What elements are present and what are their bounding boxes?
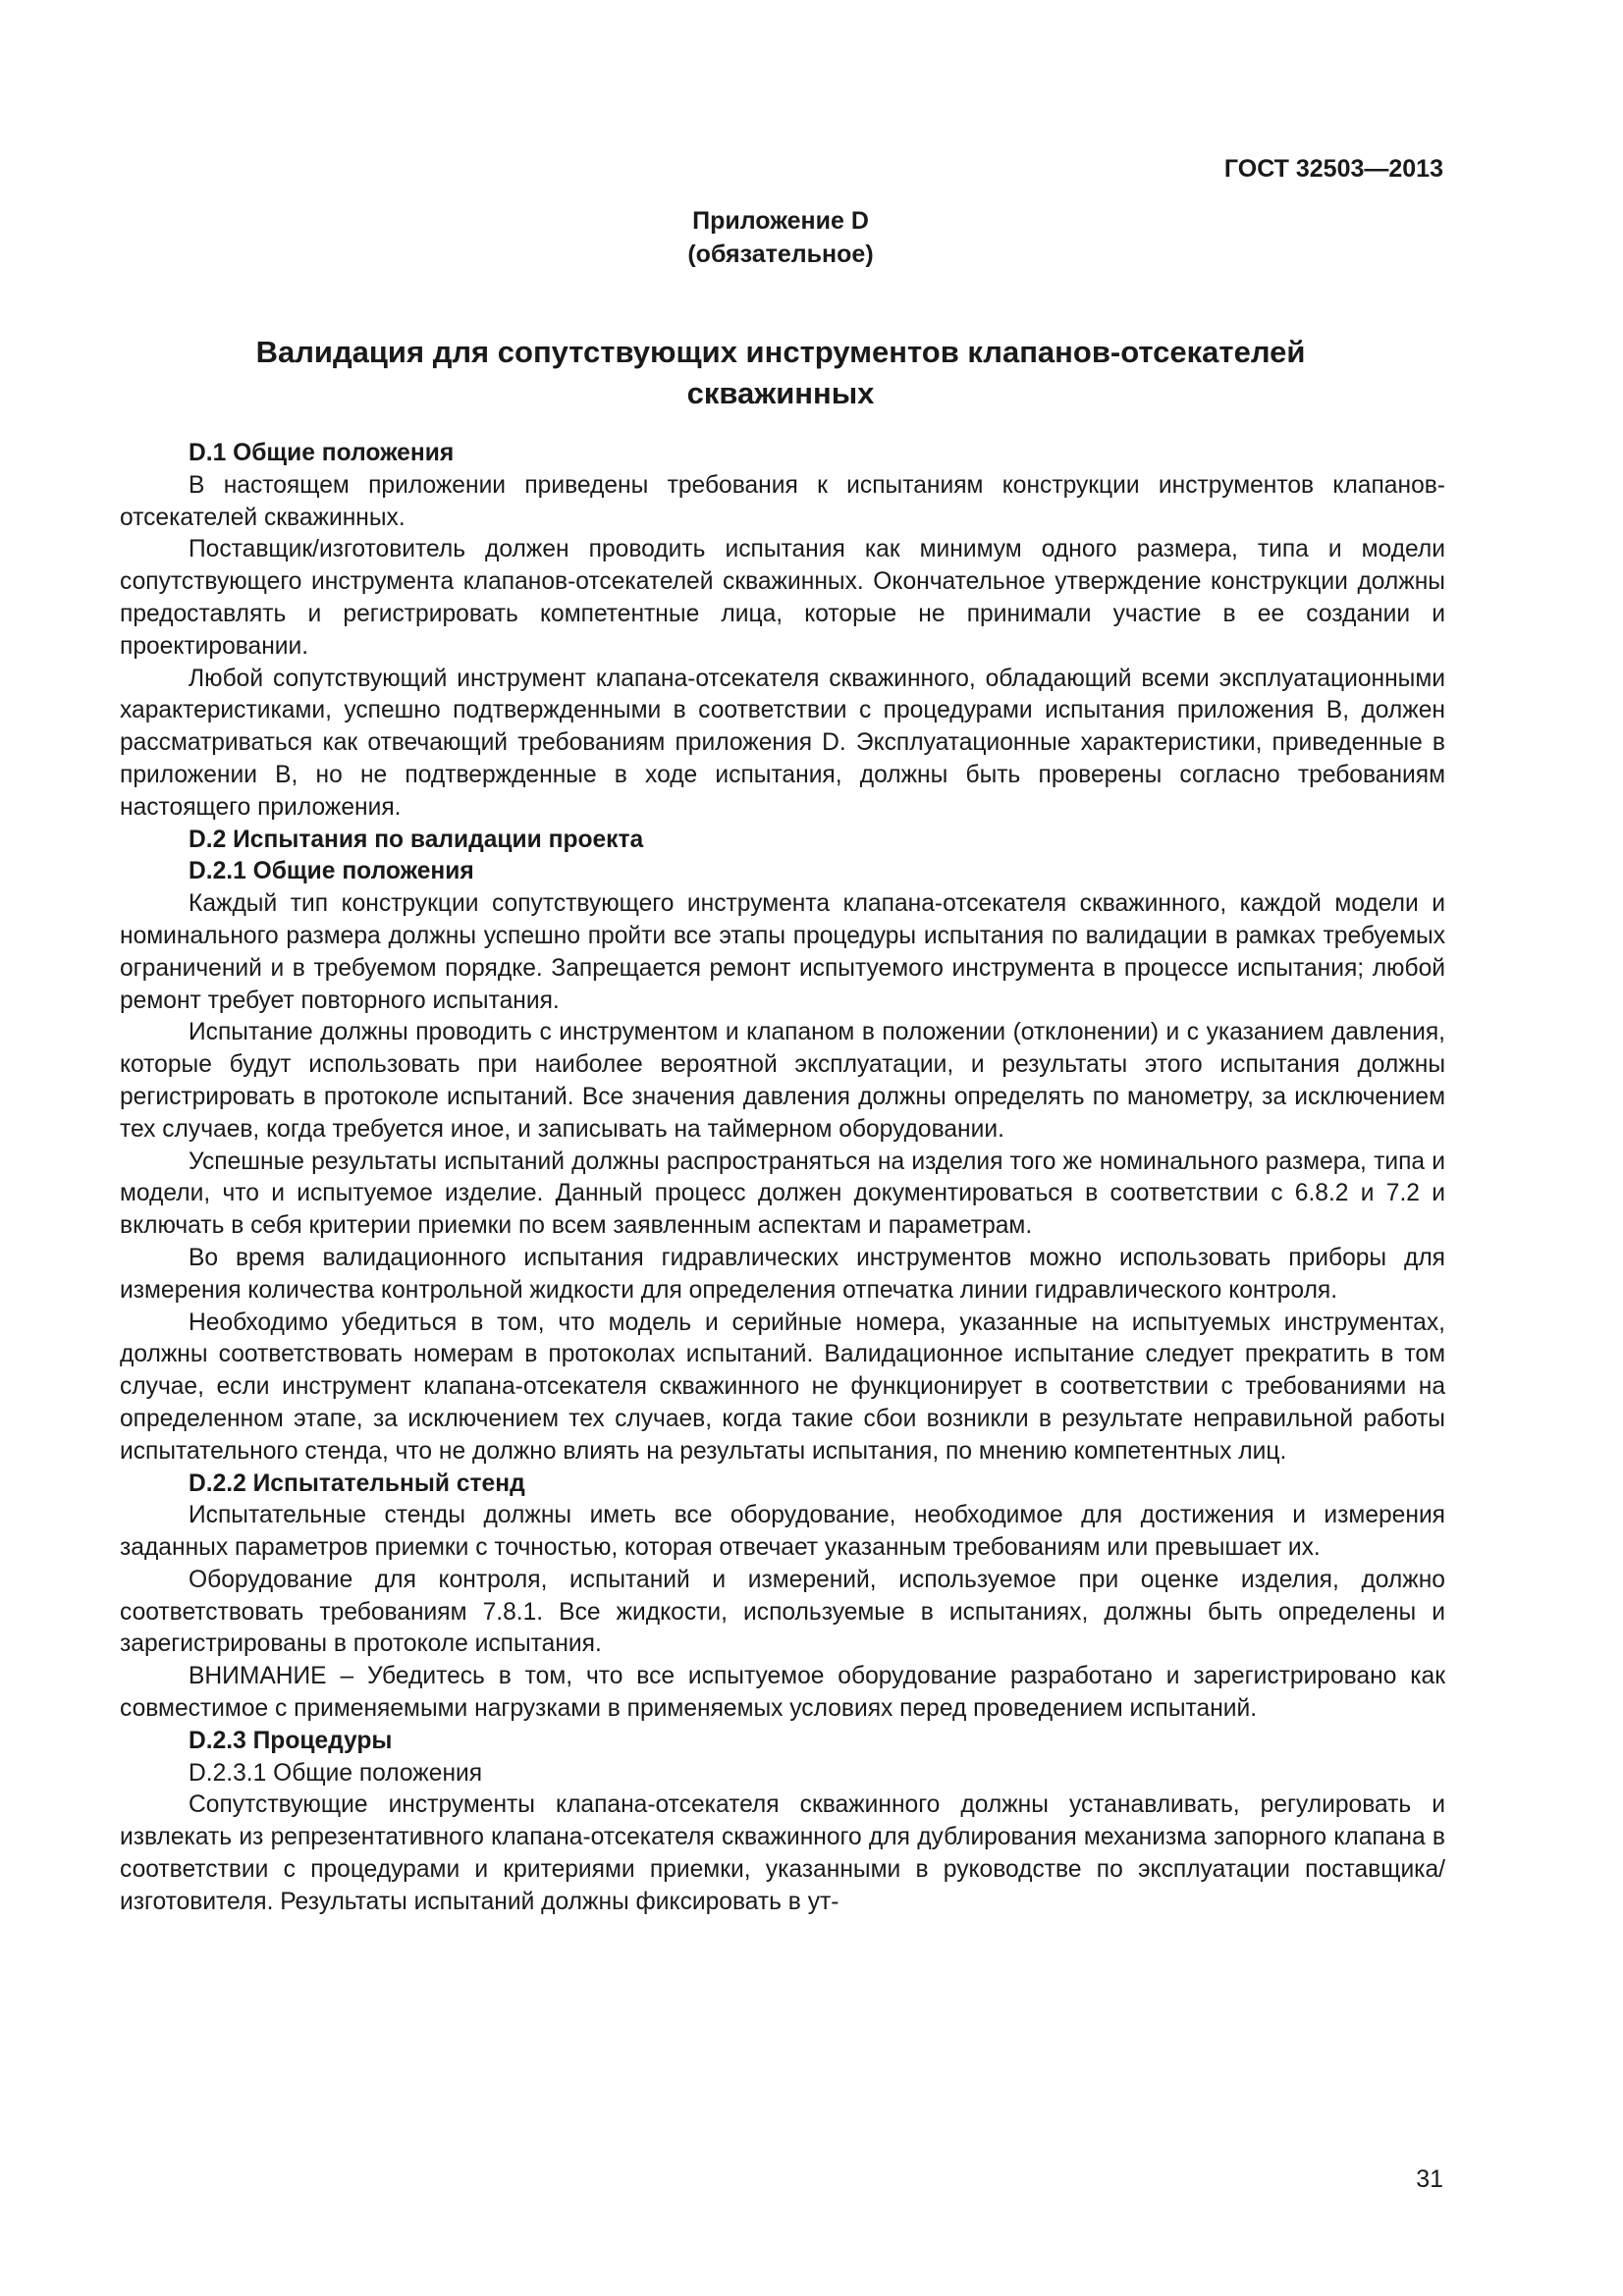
subsection-heading-d231: D.2.3.1 Общие положения bbox=[189, 1759, 483, 1787]
section-heading-d2: D.2 Испытания по валидации проекта bbox=[189, 826, 644, 853]
paragraph: Поставщик/изготовитель должен проводить испытания как минимум одного размера, типа и модели сопутствующего инструмента клапанов-отсекателей скважинных. Окончательное утверждение конструкции должны предоставлять и регистрировать компетентные лица, которые не принимали участие в ее создании и проектировании. bbox=[120, 536, 1445, 660]
appendix-title: Приложение D bbox=[692, 207, 869, 235]
document-body bbox=[120, 438, 1445, 1919]
paragraph: Каждый тип конструкции сопутствующего инструмента клапана-отсекателя скважинного, каждой модели и номинального размера должны успешно пройти все этапы процедуры испытания по валидации в рамках требуемых ограничений и в требуемом порядке. Запрещается ремонт испытуемого инструмента в процессе испытания; любой ремонт требует повторного испытания. bbox=[120, 890, 1445, 1014]
paragraph: Необходимо убедиться в том, что модель и серийные номера, указанные на испытуемых инструментах, должны соответствовать номерам в протоколах испытаний. Валидационное испытание следует прекратить в том случае, если инструмент клапана-отсекателя скважинного не функционирует в соответствии с требованиями на определенном этапе, за исключением тех случаев, когда такие сбои возникли в результате неправильной работы испытательного стенда, что не должно влиять на результаты испытания, по мнению компетентных лиц. bbox=[120, 1308, 1445, 1465]
paragraph: Во время валидационного испытания гидравлических инструментов можно использовать приборы для измерения количества контрольной жидкости для определения отпечатка линии гидравлического контроля. bbox=[120, 1244, 1445, 1304]
appendix-heading bbox=[0, 204, 1561, 271]
appendix-status: (обязательное) bbox=[687, 240, 874, 268]
paragraph: Испытательные стенды должны иметь все оборудование, необходимое для достижения и измерения заданных параметров приемки с точностью, которая отвечает указанным требованиям или превышает их. bbox=[120, 1502, 1445, 1562]
section-heading-d22: D.2.2 Испытательный стенд bbox=[189, 1469, 525, 1497]
document-title-line-2: скважинных bbox=[686, 376, 875, 410]
section-heading-d21: D.2.1 Общие положения bbox=[189, 858, 474, 885]
paragraph: Испытание должны проводить с инструментом и клапаном в положении (отклонении) и с указанием давления, которые будут использовать при наиболее вероятной эксплуатации, и результаты этого испытания должны регистрировать в протоколе испытаний. Все значения давления должны определять по манометру, за исключением тех случаев, когда требуется иное, и записывать на таймерном оборудовании. bbox=[120, 1019, 1445, 1143]
paragraph: Сопутствующие инструменты клапана-отсекателя скважинного должны устанавливать, регулировать и извлекать из репрезентативного клапана-отсекателя скважинного для дублирования механизма запорного клапана в соответствии с процедурами и критериями приемки, указанными в руководстве по эксплуатации поставщика/изготовителя. Результаты испытаний должны фиксировать в ут- bbox=[120, 1791, 1445, 1915]
page-number: 31 bbox=[1416, 2165, 1443, 2193]
document-title-line-1: Валидация для сопутствующих инструментов клапанов-отсекателей bbox=[255, 335, 1306, 369]
paragraph: Успешные результаты испытаний должны распространяться на изделия того же номинального размера, типа и модели, что и испытуемое изделие. Данный процесс должен документироваться в соответствии с 6.8.2 и 7.2 и включать в себя критерии приемки по всем заявленным аспектам и параметрам. bbox=[120, 1148, 1445, 1240]
warning-paragraph: ВНИМАНИЕ – Убедитесь в том, что все испытуемое оборудование разработано и зарегистрировано как совместимое с применяемыми нагрузками в применяемых условиях перед проведением испытаний. bbox=[120, 1663, 1445, 1723]
section-heading-d23: D.2.3 Процедуры bbox=[189, 1727, 393, 1754]
paragraph: Оборудование для контроля, испытаний и измерений, используемое при оценке изделия, должно соответствовать требованиям 7.8.1. Все жидкости, используемые в испытаниях, должны быть определены и зарегистрированы в протоколе испытания. bbox=[120, 1566, 1445, 1658]
section-heading-d1: D.1 Общие положения bbox=[189, 440, 455, 466]
standard-number: ГОСТ 32503—2013 bbox=[1223, 155, 1443, 183]
paragraph: Любой сопутствующий инструмент клапана-отсекателя скважинного, обладающий всеми эксплуатационными характеристиками, успешно подтвержденными в соответствии с процедурами испытания приложения В, должен рассматриваться как отвечающий требованиям приложения D. Эксплуатационные характеристики, приведенные в приложении В, но не подтвержденные в ходе испытания, должны быть проверены согласно требованиям настоящего приложения. bbox=[120, 665, 1445, 821]
paragraph: В настоящем приложении приведены требования к испытаниям конструкции инструментов клапанов-отсекателей скважинных. bbox=[120, 471, 1445, 531]
document-title bbox=[147, 332, 1414, 414]
